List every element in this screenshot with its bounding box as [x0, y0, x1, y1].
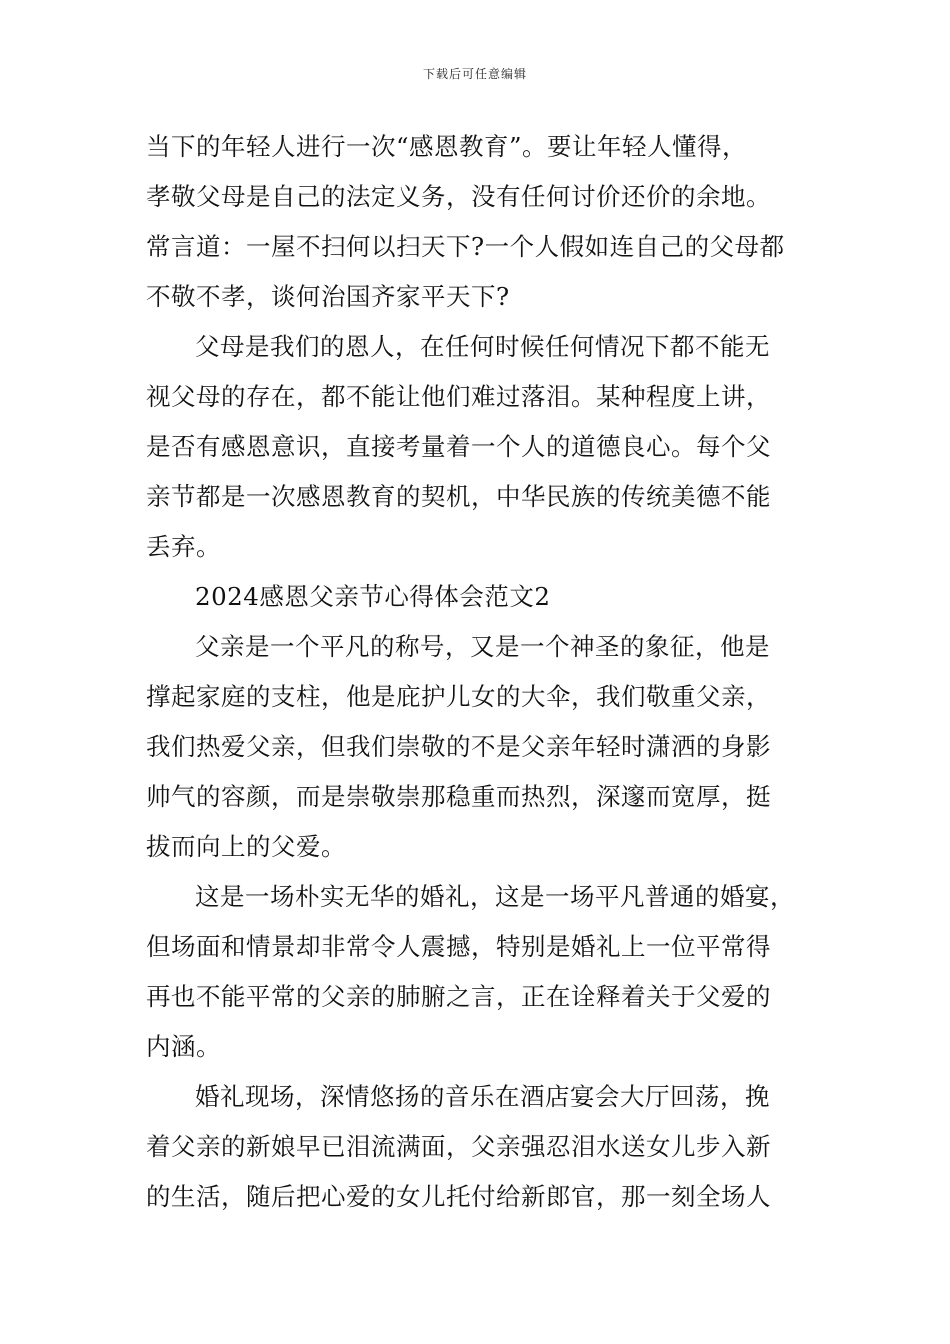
page-header: 下载后可任意编辑: [422, 67, 527, 81]
text-line: 的生活，随后把心爱的女儿托付给新郎官，那一刻全场人: [146, 1182, 771, 1211]
text-line: 再也不能平常的父亲的肺腑之言，正在诠释着关于父爱的: [146, 982, 771, 1011]
text-line: 是否有感恩意识，直接考量着一个人的道德良心。每个父: [146, 432, 771, 461]
text-line: 婚礼现场，深情悠扬的音乐在酒店宴会大厅回荡，挽: [195, 1082, 770, 1111]
text-line: 内涵。: [146, 1032, 221, 1061]
text-line: 当下的年轻人进行一次“感恩教育”。要让年轻人懂得，: [146, 132, 748, 161]
document-body: [146, 128, 826, 1228]
text-line: 帅气的容颜，而是崇敬崇那稳重而热烈，深邃而宽厚，挺: [146, 782, 771, 811]
text-line: 着父亲的新娘早已泪流满面，父亲强忍泪水送女儿步入新: [146, 1132, 771, 1161]
text-line: 这是一场朴实无华的婚礼，这是一场平凡普通的婚宴，: [195, 882, 795, 911]
text-line: 父母是我们的恩人，在任何时候任何情况下都不能无: [195, 332, 770, 361]
text-line: 孝敬父母是自己的法定义务，没有任何讨价还价的余地。: [146, 182, 771, 211]
text-line: 亲节都是一次感恩教育的契机，中华民族的传统美德不能: [146, 482, 771, 511]
text-line: 视父母的存在，都不能让他们难过落泪。某种程度上讲，: [146, 382, 771, 411]
text-line: 我们热爱父亲，但我们崇敬的不是父亲年轻时潇洒的身影: [146, 732, 771, 761]
text-line: 2024感恩父亲节心得体会范文2: [195, 582, 551, 611]
text-line: 父亲是一个平凡的称号，又是一个神圣的象征，他是: [195, 632, 770, 661]
text-line: 但场面和情景却非常令人震撼，特别是婚礼上一位平常得: [146, 932, 771, 961]
text-line: 不敬不孝，谈何治国齐家平天下?: [146, 282, 510, 311]
text-line: 丢弃。: [146, 532, 221, 561]
text-line: 拔而向上的父爱。: [146, 832, 346, 861]
text-line: 常言道：一屋不扫何以扫天下?一个人假如连自己的父母都: [146, 232, 785, 261]
text-line: 撑起家庭的支柱，他是庇护儿女的大伞，我们敬重父亲，: [146, 682, 771, 711]
